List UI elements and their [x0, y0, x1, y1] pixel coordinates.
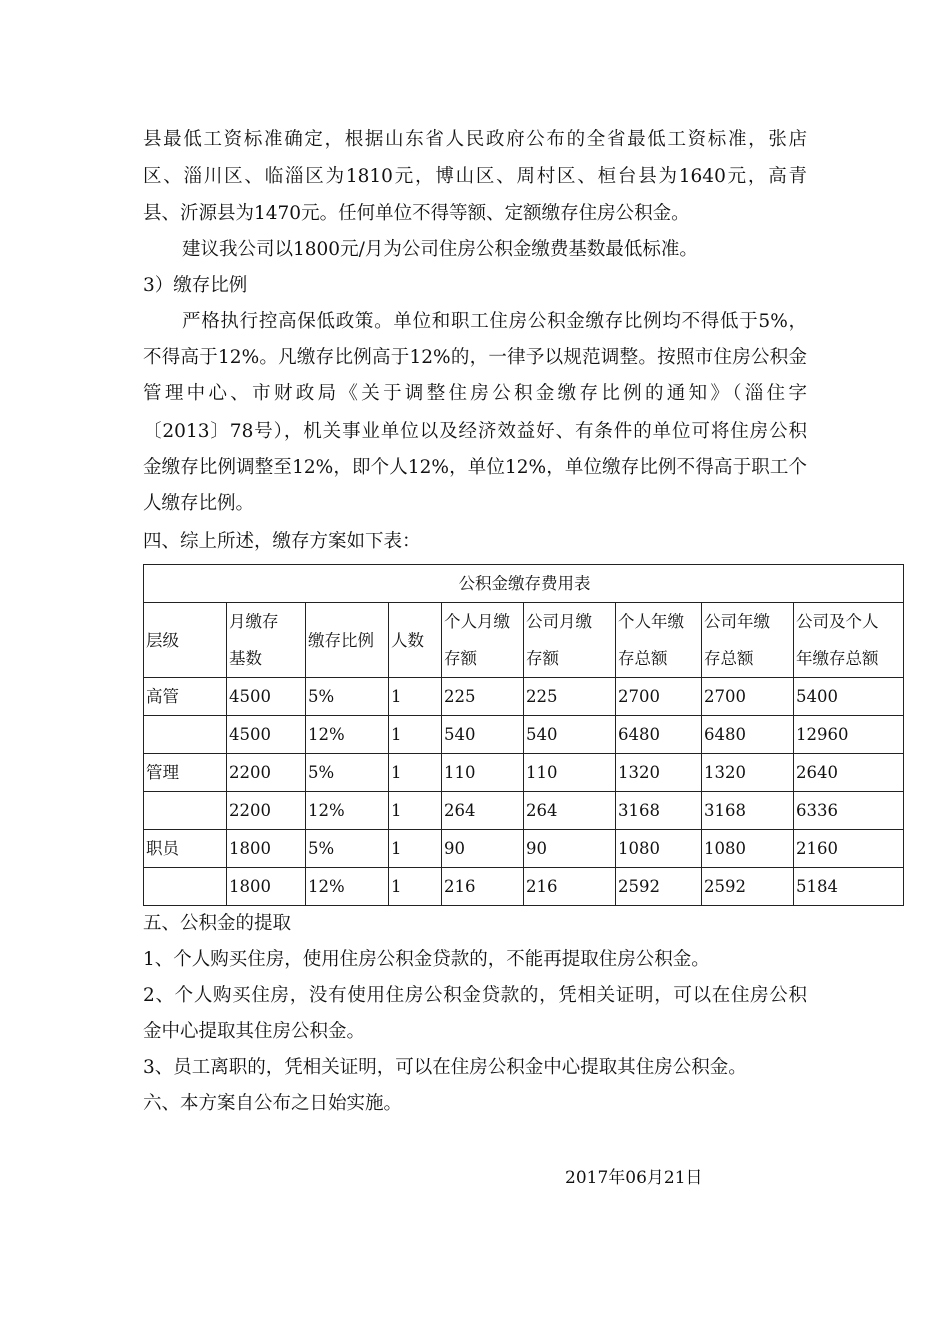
- section-heading-effective: 六、本方案自公布之日始实施。: [143, 1093, 403, 1114]
- table-cell: 90: [442, 830, 524, 868]
- table-cell: 216: [524, 868, 616, 906]
- document-date: 2017年06月21日: [565, 1168, 703, 1188]
- table-cell: 2700: [616, 678, 702, 716]
- table-cell: 264: [524, 792, 616, 830]
- table-cell: 5%: [306, 678, 389, 716]
- table-header-cell: [616, 603, 702, 678]
- table-header-text: 公司月缴: [526, 612, 592, 631]
- table-cell: 2592: [702, 868, 794, 906]
- table-cell: 2200: [227, 792, 306, 830]
- table-row: [144, 830, 904, 868]
- table-cell: 12%: [306, 792, 389, 830]
- table-cell: 2700: [702, 678, 794, 716]
- table-header-cell: [144, 603, 227, 678]
- table-header-text: 公司及个人: [796, 612, 879, 631]
- table-header-cell: [306, 603, 389, 678]
- table-cell: 1080: [702, 830, 794, 868]
- table-cell: [144, 792, 227, 830]
- table-cell: 2160: [794, 830, 904, 868]
- table-header-text: 人数: [391, 630, 424, 650]
- table-cell: 1: [389, 868, 442, 906]
- table-cell: 1080: [616, 830, 702, 868]
- table-header-cell: [794, 603, 904, 678]
- paragraph-ratio-line5: 金缴存比例调整至12%，即个人12%，单位12%，单位缴存比例不得高于职工个: [143, 457, 807, 478]
- table-row: [144, 792, 904, 830]
- withdrawal-item-2-line1: 2、个人购买住房，没有使用住房公积金贷款的，凭相关证明，可以在住房公积: [143, 985, 807, 1006]
- paragraph-min-wage-line3: 县、沂源县为1470元。任何单位不得等额、定额缴存住房公积金。: [143, 203, 690, 224]
- paragraph-ratio-line6: 人缴存比例。: [143, 493, 255, 514]
- table-cell: 12960: [794, 716, 904, 754]
- fund-contribution-table: [143, 564, 904, 906]
- table-cell: 110: [442, 754, 524, 792]
- table-cell: 1: [389, 830, 442, 868]
- table-cell: 110: [524, 754, 616, 792]
- table-header-text: 存总额: [704, 649, 754, 668]
- table-header-text: 存额: [526, 649, 559, 668]
- table-header-text: 个人年缴: [618, 612, 684, 631]
- table-cell: 2640: [794, 754, 904, 792]
- paragraph-ratio-line1: 严格执行控高保低政策。单位和职工住房公积金缴存比例均不得低于5%，: [182, 311, 807, 332]
- table-row: [144, 716, 904, 754]
- table-header-cell: [442, 603, 524, 678]
- table-row: [144, 678, 904, 716]
- table-cell: 5%: [306, 754, 389, 792]
- table-header-text: 公司年缴: [704, 612, 770, 631]
- table-header-cell: [389, 603, 442, 678]
- table-cell: 12%: [306, 716, 389, 754]
- table-cell: 2592: [616, 868, 702, 906]
- table-cell: 225: [442, 678, 524, 716]
- paragraph-ratio-line3: 管理中心、市财政局《关于调整住房公积金缴存比例的通知》（淄住字: [143, 383, 807, 404]
- paragraph-min-wage-line2: 区、淄川区、临淄区为1810元，博山区、周村区、桓台县为1640元，高青: [143, 166, 807, 187]
- table-cell: 1: [389, 716, 442, 754]
- paragraph-suggestion: 建议我公司以1800元/月为公司住房公积金缴费基数最低标准。: [182, 239, 698, 260]
- table-header-text: 层级: [146, 630, 179, 650]
- table-cell: 1320: [702, 754, 794, 792]
- table-cell: 3168: [616, 792, 702, 830]
- paragraph-ratio-line2: 不得高于12%。凡缴存比例高于12%的，一律予以规范调整。按照市住房公积金: [143, 347, 807, 368]
- table-cell: 216: [442, 868, 524, 906]
- table-cell: 高管: [144, 678, 227, 716]
- table-cell: [144, 868, 227, 906]
- table-header-cell: [702, 603, 794, 678]
- table-cell: 12%: [306, 868, 389, 906]
- table-header-text: 存总额: [618, 649, 668, 668]
- section-heading-ratio: 3）缴存比例: [143, 275, 248, 296]
- table-cell: 管理: [144, 754, 227, 792]
- table-row: [144, 754, 904, 792]
- table-cell: 6336: [794, 792, 904, 830]
- table-cell: 540: [524, 716, 616, 754]
- table-cell: 1320: [616, 754, 702, 792]
- paragraph-min-wage-line1: 县最低工资标准确定，根据山东省人民政府公布的全省最低工资标准，张店: [143, 129, 807, 150]
- table-cell: 5184: [794, 868, 904, 906]
- table-header-text: 缴存比例: [308, 630, 374, 650]
- withdrawal-item-2-line2: 金中心提取其住房公积金。: [143, 1021, 366, 1042]
- table-cell: 2200: [227, 754, 306, 792]
- table-header-cell: [227, 603, 306, 678]
- table-cell: 6480: [702, 716, 794, 754]
- paragraph-ratio-line4: 〔2013〕78号），机关事业单位以及经济效益好、有条件的单位可将住房公积: [143, 421, 807, 442]
- table-cell: 1800: [227, 868, 306, 906]
- table-cell: 5400: [794, 678, 904, 716]
- table-row: [144, 868, 904, 906]
- table-header-text: 年缴存总额: [796, 649, 879, 668]
- table-cell: 4500: [227, 716, 306, 754]
- table-cell: 225: [524, 678, 616, 716]
- table-header-row: [144, 603, 904, 678]
- table-cell: 1: [389, 754, 442, 792]
- table-cell: [144, 716, 227, 754]
- table-cell: 1: [389, 792, 442, 830]
- table-cell: 540: [442, 716, 524, 754]
- table-cell: 3168: [702, 792, 794, 830]
- section-heading-summary: 四、综上所述，缴存方案如下表：: [143, 531, 421, 552]
- table-header-cell: [524, 603, 616, 678]
- withdrawal-item-3: 3、员工离职的，凭相关证明，可以在住房公积金中心提取其住房公积金。: [143, 1057, 747, 1078]
- section-heading-withdrawal: 五、公积金的提取: [143, 913, 292, 934]
- table-header-text: 月缴存: [229, 612, 279, 631]
- withdrawal-item-1: 1、个人购买住房，使用住房公积金贷款的，不能再提取住房公积金。: [143, 949, 710, 970]
- table-cell: 4500: [227, 678, 306, 716]
- table-header-text: 存额: [444, 649, 477, 668]
- table-cell: 6480: [616, 716, 702, 754]
- table-cell: 264: [442, 792, 524, 830]
- table-cell: 1: [389, 678, 442, 716]
- table-cell: 5%: [306, 830, 389, 868]
- table-cell: 职员: [144, 830, 227, 868]
- table-title: 公积金缴存费用表: [144, 565, 904, 603]
- table-cell: 90: [524, 830, 616, 868]
- table-header-text: 基数: [229, 649, 262, 668]
- table-header-text: 个人月缴: [444, 612, 510, 631]
- table-cell: 1800: [227, 830, 306, 868]
